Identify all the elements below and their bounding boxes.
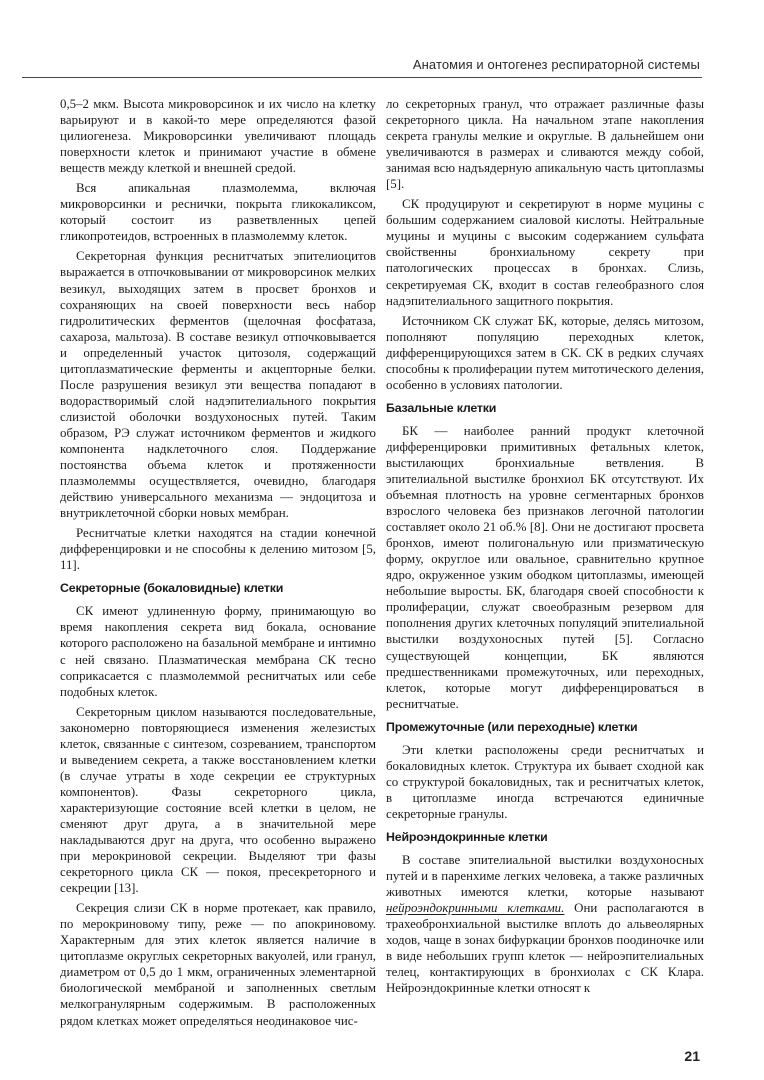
section-heading: Секреторные (бокаловидные) клетки bbox=[60, 581, 284, 596]
left-column bbox=[60, 96, 376, 1029]
section-heading: Нейроэндокринные клетки bbox=[386, 829, 548, 844]
paragraph: Эти клетки расположены среди реснитчатых и бокаловидных клеток. Структура их бывает сходной как со структурой бокаловидных, так и реснитчатых клеток, в цитоплазме иногда встречаются единичные секреторные гранулы. bbox=[386, 742, 704, 821]
paragraph: ло секреторных гранул, что отражает различные фазы секреторного цикла. На начальном этапе накопления секрета гранулы мелкие и округлые. В дальнейшем они увеличиваются в размерах и сливаются между собой, занимая всю надъядерную апикальную часть цитоплазмы [5]. bbox=[386, 97, 704, 192]
paragraph-text: В составе эпителиальной выстилки воздухоносных путей и в паренхиме легких человека, а также различных животных имеются клетки, которые называют bbox=[386, 852, 704, 900]
header-rule-left bbox=[22, 77, 58, 78]
paragraph bbox=[386, 852, 704, 996]
paragraph: Реснитчатые клетки находятся на стадии конечной дифференцировки и не способны к делению митозом [5, 11]. bbox=[60, 526, 376, 573]
page-number: 21 bbox=[684, 1048, 700, 1064]
paragraph-text: Они располагаются в трахеобронхиальной выстилке вплоть до альвеолярных ходов, чаще в зонах бифуркации бронхов поодиночке или в виде небольших групп клеток — нейроэпителиальных телец, контактирующих в бронхиолах с СК Клара. Нейроэндокринные клетки относят к bbox=[386, 901, 704, 996]
running-header bbox=[0, 50, 764, 82]
header-rule bbox=[58, 77, 702, 78]
paragraph: Вся апикальная плазмолемма, включая микроворсинки и реснички, покрыта гликокаликсом, который состоит из разветвленных цепей гликопротеидов, встроенных в плазмолемму клеток. bbox=[60, 181, 376, 244]
paragraph: СК имеют удлиненную форму, принимающую во время накопления секрета вид бокала, основание которого расположено на базальной мембране и интимно с ней связано. Плазматическая мембрана СК тесно соприкасается с плазмолеммой реснитчатых или себе подобных клеток. bbox=[60, 604, 376, 699]
paragraph: 0,5–2 мкм. Высота микроворсинок и их число на клетку варьируют и в какой-то мере определяются фазой цилиогенеза. Микроворсинки увеличивают площадь поверхности клеток и принимают участие в обмене веществ между клеткой и внешней средой. bbox=[60, 97, 376, 176]
paragraph: Секреторным циклом называются последовательные, закономерно повторяющиеся изменения железистых клеток, связанные с синтезом, созреванием, транспортом и выведением секрета, а также восстановлением клетки (в случае утраты в ходе секреции ее структурных компонентов). Фазы секреторного цикла, характеризующие состояние всей клетки в целом, не сменяют друг друга, а в значительной мере накладываются друг на друга, что особенно выражено при мерокриновой секреции. Выделяют три фазы секреторного цикла СК — покоя, пресекреторного и секреции [13]. bbox=[60, 704, 376, 896]
section-heading: Базальные клетки bbox=[386, 400, 497, 415]
right-column bbox=[386, 96, 704, 996]
section-heading: Промежуточные (или переходные) клетки bbox=[386, 719, 638, 734]
paragraph: БК — наиболее ранний продукт клеточной дифференцировки примитивных фетальных клеток, выстилающих бронхиальные ветвления. В эпителиальной выстилке бронхиол БК отсутствуют. Их объемная плотность на уровне сегментарных бронхов взрослого человека без признаков легочной патологии составляет около 21 об.% [8]. Они не достигают просвета бронхов, имеют полигональную или призматическую форму, округлое или овальное, сравнительно крупное ядро, окруженное узким ободком цитоплазмы, имеющей небольшие выросты. БК, благодаря своей способности к пролиферации, служат своеобразным резервом для пополнения других клеточных популяций эпителиальной выстилки воздухоносных путей [5]. Согласно существующей концепции, БК являются предшественниками промежуточных, или переходных, клеток, которые могут дифференцироваться в реснитчатые. bbox=[386, 423, 704, 711]
paragraph: Секреция слизи СК в норме протекает, как правило, по мерокриновому типу, реже — по апокриновому. Характерным для этих клеток является наличие в цитоплазме округлых секреторных вакуолей, или гранул, диаметром от 0,5 до 1 мкм, ограниченных элементарной биологической мембраной и заполненных светлым мелкогранулярным содержимым. В расположенных рядом клетках может определяться неодинаковое чис- bbox=[60, 901, 376, 1028]
paragraph: СК продуцируют и секретируют в норме муцины с большим содержанием сиаловой кислоты. Нейтральные муцины и муцины с высоким содержанием сульфата свойственны бронхиальному секрету при патологических процессах в бронхах. Слизь, секретируемая СК, входит в состав гелеобразного слоя надэпителиального защитного покрытия. bbox=[386, 197, 704, 308]
term-highlight: нейроэндокринными клетками. bbox=[386, 901, 565, 916]
paragraph: Источником СК служат БК, которые, делясь митозом, пополняют популяцию переходных клеток, дифференцирующихся затем в СК. СК в редких случаях способны к пролиферации путем митотического деления, особенно в условиях патологии. bbox=[386, 313, 704, 392]
header-title: Анатомия и онтогенез респираторной системы bbox=[412, 57, 700, 72]
paragraph: Секреторная функция реснитчатых эпителиоцитов выражается в отпочковывании от микроворсинок мелких везикул, выходящих затем в просвет бронхов и сохраняющих на своей поверхности весь набор гидролитических ферментов (щелочная фосфатаза, сахароза, мальтоза). В составе везикул отпочковывается и определенный участок цитозоля, содержащий цитоплазматические ферменты и акцепторные белки. После разрушения везикул эти вещества попадают в водорастворимый слой надэпителиального покрытия слизистой оболочки воздухоносных путей. Таким образом, РЭ служат источником ферментов и жидкого компонента надклеточного слоя. Поддержание постоянства объема клеток и протяженности плазмолеммы осуществляется, очевидно, благодаря действию универсального механизма — эндоцитоза и внутриклеточной сборки новых мембран. bbox=[60, 249, 376, 521]
